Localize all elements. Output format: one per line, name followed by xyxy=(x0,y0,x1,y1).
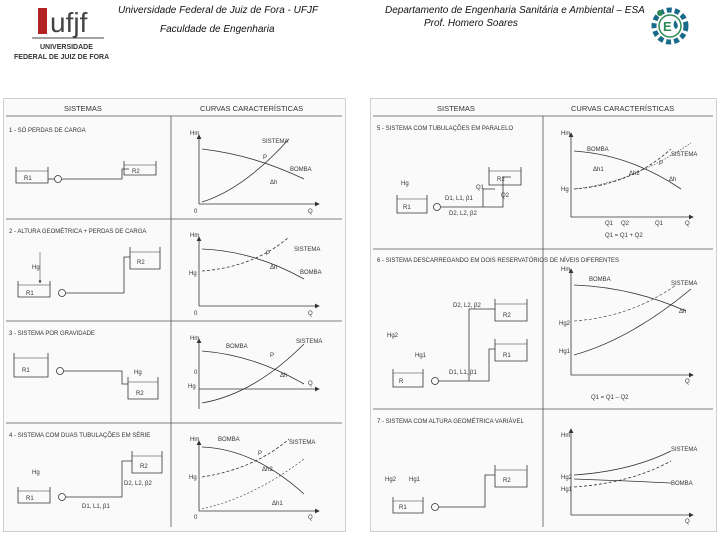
label-q2: Q2 xyxy=(501,193,510,199)
university-name: Universidade Federal de Juiz de Fora - UFJF xyxy=(118,5,319,16)
department-name: Departamento de Engenharia Sanitária e Ambiental – ESA xyxy=(385,5,645,16)
curve-label-pump: BOMBA xyxy=(300,270,322,276)
label-r1: R1 xyxy=(399,505,407,511)
flow-equation: Q1 = Q1 – Q2 xyxy=(591,395,629,401)
section-6 xyxy=(377,257,697,401)
pump-curve xyxy=(202,447,304,494)
axis-q: Q xyxy=(685,221,690,227)
pipe-1: D1, L1, β1 xyxy=(445,196,473,202)
axis-q: Q xyxy=(308,381,313,387)
delta-h: Δh xyxy=(270,180,278,186)
label-r1: R1 xyxy=(503,353,511,359)
pump-curve xyxy=(202,351,304,384)
col-systems: SISTEMAS xyxy=(437,104,475,113)
curve-label-system: SISTEMA xyxy=(262,139,289,145)
label-hg1: Hg1 xyxy=(409,477,421,483)
label-hg2: Hg2 xyxy=(385,477,397,483)
pipe-2: D2, L2, β2 xyxy=(449,211,477,217)
curve-label-pump: BOMBA xyxy=(671,481,693,487)
label-hg1: Hg1 xyxy=(415,353,427,359)
section-4 xyxy=(9,432,319,521)
label-r1: R1 xyxy=(24,176,32,182)
pump-icon xyxy=(432,504,439,511)
axis-hg: Hg xyxy=(189,475,197,481)
tick-q1b: Q1 xyxy=(655,221,664,227)
curve-label-pump: BOMBA xyxy=(589,277,611,283)
section-title: 2 - ALTURA GEOMÉTRICA + PERDAS DE CARGA xyxy=(9,229,147,235)
label-r2: R2 xyxy=(140,464,148,470)
label-q1: Q1 xyxy=(476,185,485,191)
logo-text-1: UNIVERSIDADE xyxy=(40,44,93,51)
curve-label-system: SISTEMA xyxy=(289,440,316,446)
flow-equation: Q1 = Q1 + Q2 xyxy=(605,233,643,239)
curve-label-system: SISTEMA xyxy=(671,447,698,453)
axis-hg2: Hg2 xyxy=(561,475,573,481)
axis-hg1: Hg1 xyxy=(561,487,573,493)
col-curves: CURVAS CARACTERÍSTICAS xyxy=(200,104,304,113)
axis-hg: Hg xyxy=(189,271,197,277)
curve-label-pump: BOMBA xyxy=(290,167,312,173)
system-curve xyxy=(202,139,289,202)
label-hg: Hg xyxy=(32,470,40,476)
section-title: 5 - SISTEMA COM TUBULAÇÕES EM PARALELO xyxy=(377,126,514,132)
pump-curve xyxy=(574,285,686,311)
system-curve xyxy=(574,451,671,475)
label-r2: R2 xyxy=(503,313,511,319)
esa-logo xyxy=(648,4,692,48)
delta-h1: Δh1 xyxy=(272,501,283,507)
pump-icon xyxy=(57,368,64,375)
label-r1: R1 xyxy=(26,496,34,502)
axis-hg: Hg xyxy=(561,187,569,193)
system-curve xyxy=(574,149,671,189)
pump-icon xyxy=(59,290,66,297)
label-r2: R2 xyxy=(137,260,145,266)
label-r2: R2 xyxy=(132,169,140,175)
section-title: 7 - SISTEMA COM ALTURA GEOMÉTRICA VARIÁVEL xyxy=(377,419,524,425)
logo-text-2: FEDERAL DE JUIZ DE FORA xyxy=(14,54,110,61)
pump-curve xyxy=(202,149,304,179)
pump-icon xyxy=(432,378,439,385)
delta-h: Δh xyxy=(679,309,687,315)
axis-hm: Hm xyxy=(190,437,200,443)
section-title: 4 - SISTEMA COM DUAS TUBULAÇÕES EM SÉRIE xyxy=(9,433,151,439)
section-1 xyxy=(9,127,319,215)
label-hg: Hg xyxy=(401,181,409,187)
axis-origin: 0 xyxy=(194,311,198,317)
axis-origin: 0 xyxy=(194,370,198,376)
system-curve xyxy=(202,439,289,477)
pump-icon xyxy=(434,204,441,211)
logo-mark: ufjf xyxy=(50,7,88,38)
axis-origin: 0 xyxy=(194,515,198,521)
axis-q: Q xyxy=(685,519,690,525)
pump-icon xyxy=(55,176,62,183)
point-p: P xyxy=(659,161,664,167)
pipe-1: D1, L1, β1 xyxy=(82,504,110,510)
pump-curve xyxy=(202,249,304,279)
left-sheet xyxy=(3,98,346,532)
pump-icon xyxy=(59,494,66,501)
axis-origin: 0 xyxy=(194,209,198,215)
axis-hm: Hm xyxy=(190,336,200,342)
leaf-icon xyxy=(657,10,663,16)
tick-q1: Q1 xyxy=(605,221,614,227)
label-r1: R1 xyxy=(26,291,34,297)
curve-label-system: SISTEMA xyxy=(671,281,698,287)
point-p: P xyxy=(266,251,271,257)
axis-hm: Hm xyxy=(190,233,200,239)
ufjf-logo xyxy=(12,2,122,62)
section-5 xyxy=(377,125,697,239)
delta-h2: Δh2 xyxy=(262,467,273,473)
axis-q: Q xyxy=(308,311,313,317)
axis-hm: Hm xyxy=(190,131,200,137)
label-r2: R2 xyxy=(503,478,511,484)
curve-label-system: SISTEMA xyxy=(671,152,698,158)
axis-hm: Hm xyxy=(561,131,571,137)
col-systems: SISTEMAS xyxy=(64,104,102,113)
system-curve xyxy=(574,289,691,355)
axis-hm: Hm xyxy=(561,433,571,439)
logo-letter: E xyxy=(663,19,672,34)
label-r2: R2 xyxy=(136,391,144,397)
pump-curve xyxy=(574,479,671,483)
logo-bar-icon xyxy=(38,8,47,34)
axis-hm: Hm xyxy=(561,267,571,273)
curve-label-pump: BOMBA xyxy=(226,344,248,350)
axis-hg2: Hg2 xyxy=(559,321,571,327)
label-r1: R1 xyxy=(22,368,30,374)
axis-q: Q xyxy=(308,209,313,215)
delta-h: Δh xyxy=(270,265,278,271)
section-title: 6 - SISTEMA DESCARREGANDO EM DOIS RESERVATÓRIOS DE NÍVEIS DIFERENTES xyxy=(377,258,620,264)
section-title: 1 - SÓ PERDAS DE CARGA xyxy=(9,128,86,134)
point-p: P xyxy=(270,353,275,359)
label-hg2: Hg2 xyxy=(387,333,399,339)
faculty-name: Faculdade de Engenharia xyxy=(160,24,275,35)
tick-q2: Q2 xyxy=(621,221,630,227)
pipe-2: D2, L2, β2 xyxy=(124,481,152,487)
label-hg: Hg xyxy=(32,265,40,271)
curve-label-pump: BOMBA xyxy=(218,437,240,443)
section-3 xyxy=(9,331,322,409)
label-r: R xyxy=(399,379,404,385)
right-sheet xyxy=(370,98,717,532)
axis-q: Q xyxy=(685,379,690,385)
point-p: P xyxy=(263,155,268,161)
curve-label-pump: BOMBA xyxy=(587,147,609,153)
axis-hg: Hg xyxy=(188,384,196,390)
label-hg: Hg xyxy=(134,370,142,376)
pump-curve xyxy=(574,151,681,189)
pipe-1: D1, L1, β1 xyxy=(449,370,477,376)
point-p: P xyxy=(258,451,263,457)
delta-h1: Δh1 xyxy=(593,167,604,173)
label-r2: R2 xyxy=(497,177,505,183)
section-2 xyxy=(9,228,322,317)
delta-h: Δh xyxy=(669,177,677,183)
col-curves: CURVAS CARACTERÍSTICAS xyxy=(571,104,675,113)
axis-hg1: Hg1 xyxy=(559,349,571,355)
delta-h2: Δh2 xyxy=(629,171,640,177)
curve-label-system: SISTEMA xyxy=(296,339,323,345)
delta-h: Δh xyxy=(280,373,288,379)
axis-q: Q xyxy=(308,515,313,521)
section-title: 3 - SISTEMA POR GRAVIDADE xyxy=(9,331,95,337)
pipe-2: D2, L2, β2 xyxy=(453,303,481,309)
curve-label-system: SISTEMA xyxy=(294,247,321,253)
label-r1: R1 xyxy=(403,205,411,211)
section-7 xyxy=(377,418,697,525)
professor-name: Prof. Homero Soares xyxy=(424,18,518,29)
